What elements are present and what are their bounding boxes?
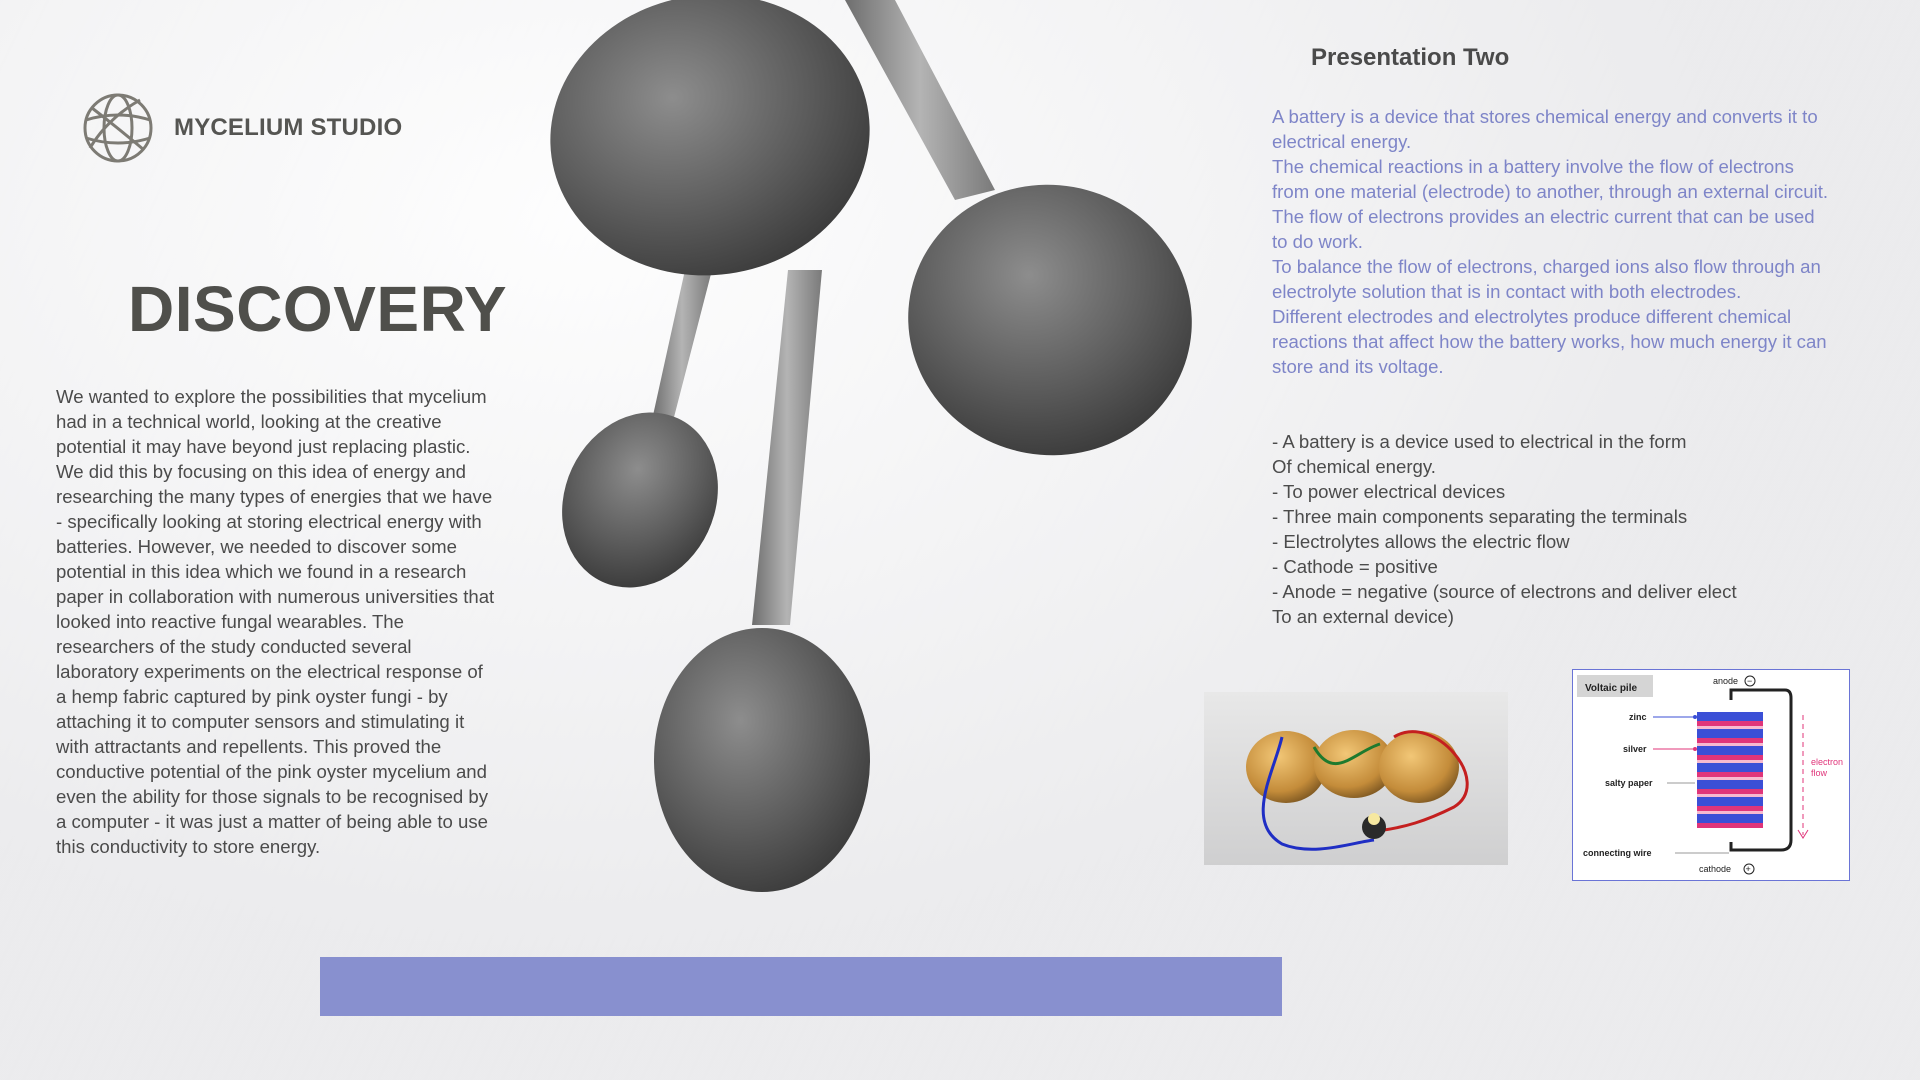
electron-flow-label-1: electron — [1811, 757, 1844, 767]
note-line: To an external device) — [1272, 606, 1454, 627]
note-line: - Cathode = positive — [1272, 556, 1438, 577]
note-line: Of chemical energy. — [1272, 456, 1436, 477]
silver-label: silver — [1623, 744, 1647, 754]
battery-paragraph: The chemical reactions in a battery involve the flow of electrons from one material (electrode) to another, through an external circuit. — [1272, 156, 1829, 202]
note-line: - Anode = negative (source of electrons and deliver elect — [1272, 581, 1737, 602]
anode-label: anode — [1713, 676, 1739, 686]
battery-paragraph: The flow of electrons provides an electric current that can be used to do work. — [1272, 206, 1815, 252]
note-line: - To power electrical devices — [1272, 481, 1506, 502]
cathode-label: cathode — [1699, 864, 1732, 874]
diagram-title: Voltaic pile — [1585, 683, 1638, 694]
presentation-title: Presentation Two — [1311, 44, 1510, 71]
salty-paper-label: salty paper — [1605, 778, 1653, 788]
pile-stack — [1697, 712, 1763, 828]
note-line: - A battery is a device used to electrical in the form — [1272, 431, 1687, 452]
mushroom-illustration — [500, 0, 1210, 900]
anode-sign: − — [1747, 676, 1753, 686]
battery-paragraph: To balance the flow of electrons, charged ions also flow through an electrolyte solution that is in contact with both electrodes. — [1272, 256, 1821, 302]
potato-battery-image — [1204, 692, 1508, 865]
note-line: - Electrolytes allows the electric flow — [1272, 531, 1570, 552]
voltaic-pile-diagram — [1572, 669, 1850, 881]
zinc-label: zinc — [1629, 712, 1647, 722]
voltaic-pile-svg — [1573, 670, 1849, 880]
note-line: - Three main components separating the terminals — [1272, 506, 1688, 527]
accent-bar — [320, 957, 1282, 1016]
brand-name: MYCELIUM STUDIO — [174, 114, 403, 141]
globe-logo-icon — [78, 88, 158, 168]
connecting-wire-label: connecting wire — [1583, 848, 1652, 858]
cathode-sign: + — [1745, 864, 1751, 874]
battery-explanation — [1272, 104, 1832, 379]
discovery-paragraph: We wanted to explore the possibilities that mycelium had in a technical world, looking at the creative potential it may have beyond just replacing plastic. We did this by focusing on this idea of energy and researching the many types of energies that we have - specifically looking at storing electrical energy with batteries. However, we needed to discover some potential in this idea which we found in a research paper in collaboration with numerous universities that looked into reactive fungal wearables. The researchers of the study conducted several laboratory experiments on the electrical response of a hemp fabric captured by pink oyster fungi - by attaching it to computer sensors and stimulating it with attractants and repellents. This proved the conductive potential of the pink oyster mycelium and even the ability for those signals to be recognised by a computer - it was just a matter of being able to use this conductivity to store energy. — [56, 386, 495, 857]
battery-paragraph: A battery is a device that stores chemical energy and converts it to electrical energy. — [1272, 106, 1818, 152]
battery-paragraph: Different electrodes and electrolytes produce different chemical reactions that affect how the battery works, how much energy it can store and its voltage. — [1272, 306, 1827, 377]
potato-battery-photo — [1204, 692, 1508, 865]
brand-logo — [78, 88, 402, 168]
electron-flow-label-2: flow — [1811, 768, 1828, 778]
battery-notes — [1272, 429, 1832, 629]
page-title: DISCOVERY — [128, 273, 508, 345]
